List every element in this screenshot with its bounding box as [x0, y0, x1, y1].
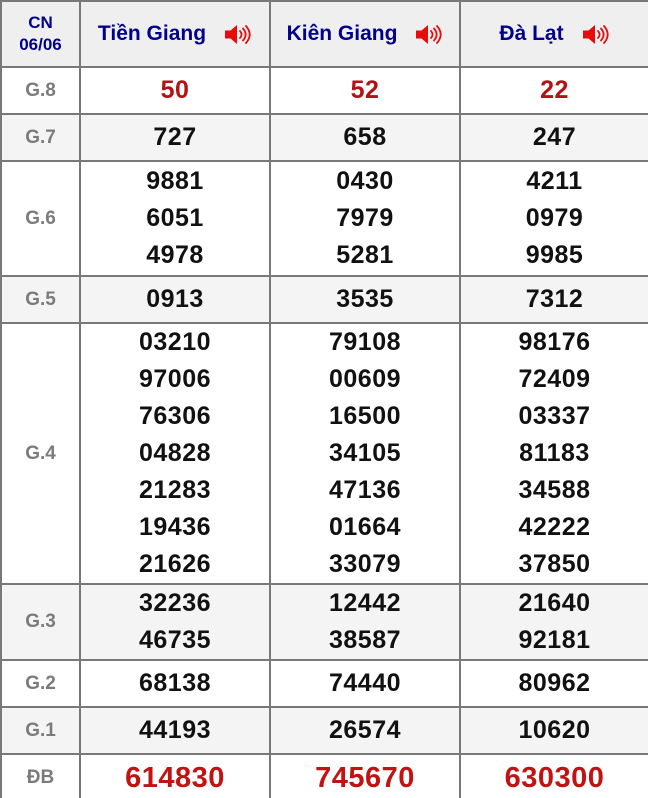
prize-label: G.8	[1, 67, 80, 114]
result-number: 247	[532, 123, 577, 151]
result-number: 21640	[518, 589, 591, 617]
result-cell	[270, 161, 460, 276]
prize-label: G.4	[1, 323, 80, 584]
result-number: 12442	[328, 589, 402, 617]
prize-label: G.6	[1, 161, 80, 276]
result-number: 74440	[328, 669, 402, 697]
prize-label: G.2	[1, 660, 80, 707]
province-header-da-lat	[460, 1, 648, 67]
prize-row	[1, 276, 648, 323]
result-number: 50	[160, 76, 190, 104]
result-number: 614830	[125, 761, 225, 794]
result-number: 33079	[328, 550, 402, 578]
result-number: 72409	[518, 365, 591, 393]
result-number: 92181	[518, 626, 591, 654]
speaker-icon[interactable]	[415, 23, 443, 46]
result-number: 658	[343, 123, 387, 151]
result-number: 21626	[138, 550, 212, 578]
result-number: 10620	[518, 716, 591, 744]
result-number: 98176	[518, 328, 591, 356]
result-cell	[80, 660, 270, 707]
result-number: 9985	[525, 241, 584, 269]
result-cell	[460, 754, 648, 798]
result-cell	[270, 584, 460, 660]
date-label: 06/06	[19, 35, 62, 54]
prize-row	[1, 584, 648, 660]
result-cell	[460, 276, 648, 323]
result-number: 46735	[138, 626, 212, 654]
prize-row	[1, 114, 648, 161]
result-cell	[270, 707, 460, 754]
prize-label: G.1	[1, 707, 80, 754]
result-cell	[80, 114, 270, 161]
header-row	[1, 1, 648, 67]
result-cell	[80, 276, 270, 323]
result-number: 16500	[328, 402, 402, 430]
result-number: 4978	[146, 241, 204, 269]
prize-label: G.5	[1, 276, 80, 323]
result-cell	[460, 161, 648, 276]
result-number: 26574	[328, 716, 402, 744]
result-cell	[460, 707, 648, 754]
result-number: 7312	[525, 285, 584, 313]
result-number: 80962	[518, 669, 591, 697]
province-header-kien-giang	[270, 1, 460, 67]
speaker-icon[interactable]	[582, 23, 610, 46]
result-cell	[270, 323, 460, 584]
result-number: 34105	[328, 439, 402, 467]
prize-row	[1, 707, 648, 754]
result-number: 01664	[328, 513, 402, 541]
result-number: 19436	[138, 513, 212, 541]
result-number: 47136	[328, 476, 402, 504]
result-number: 0979	[525, 204, 584, 232]
result-number: 6051	[146, 204, 204, 232]
result-cell	[270, 754, 460, 798]
prize-row	[1, 323, 648, 584]
result-cell	[460, 67, 648, 114]
result-number: 03210	[138, 328, 212, 356]
prize-row	[1, 660, 648, 707]
province-label[interactable]: Tiền Giang	[97, 22, 207, 45]
result-cell	[270, 276, 460, 323]
result-number: 37850	[518, 550, 591, 578]
weekday-label: CN	[28, 13, 53, 32]
result-cell	[80, 584, 270, 660]
result-number: 9881	[146, 167, 204, 195]
province-header-tien-giang	[80, 1, 270, 67]
result-number: 97006	[138, 365, 212, 393]
result-cell	[80, 323, 270, 584]
result-cell	[80, 754, 270, 798]
result-cell	[270, 114, 460, 161]
result-cell	[270, 67, 460, 114]
result-number: 630300	[504, 761, 605, 794]
result-number: 21283	[138, 476, 212, 504]
result-number: 68138	[138, 669, 212, 697]
prize-label: G.3	[1, 584, 80, 660]
result-cell	[460, 323, 648, 584]
result-cell	[270, 660, 460, 707]
date-header	[1, 1, 80, 67]
result-number: 76306	[138, 402, 212, 430]
result-number: 04828	[138, 439, 212, 467]
result-number: 745670	[315, 761, 415, 794]
result-number: 32236	[138, 589, 212, 617]
result-number: 52	[350, 76, 380, 104]
result-number: 7979	[336, 204, 394, 232]
prize-label: ĐB	[1, 754, 80, 798]
speaker-icon[interactable]	[224, 23, 252, 46]
province-label[interactable]: Đà Lạt	[499, 22, 564, 45]
prize-row	[1, 754, 648, 798]
result-number: 81183	[519, 439, 590, 467]
result-number: 34588	[518, 476, 591, 504]
result-number: 03337	[518, 402, 591, 430]
result-number: 4211	[526, 167, 583, 195]
result-number: 0430	[336, 167, 394, 195]
result-cell	[460, 584, 648, 660]
result-number: 79108	[328, 328, 402, 356]
result-cell	[80, 707, 270, 754]
result-number: 44193	[138, 716, 212, 744]
result-cell	[80, 67, 270, 114]
prize-label: G.7	[1, 114, 80, 161]
result-number: 3535	[336, 285, 394, 313]
result-number: 38587	[328, 626, 402, 654]
result-number: 727	[153, 123, 197, 151]
result-number: 22	[540, 76, 569, 104]
result-cell	[460, 114, 648, 161]
prize-row	[1, 161, 648, 276]
result-cell	[80, 161, 270, 276]
prize-row	[1, 67, 648, 114]
province-label[interactable]: Kiên Giang	[286, 22, 398, 45]
result-cell	[460, 660, 648, 707]
result-number: 00609	[328, 365, 402, 393]
result-number: 5281	[336, 241, 394, 269]
result-number: 0913	[146, 285, 204, 313]
result-number: 42222	[518, 513, 591, 541]
results-body	[1, 67, 648, 798]
